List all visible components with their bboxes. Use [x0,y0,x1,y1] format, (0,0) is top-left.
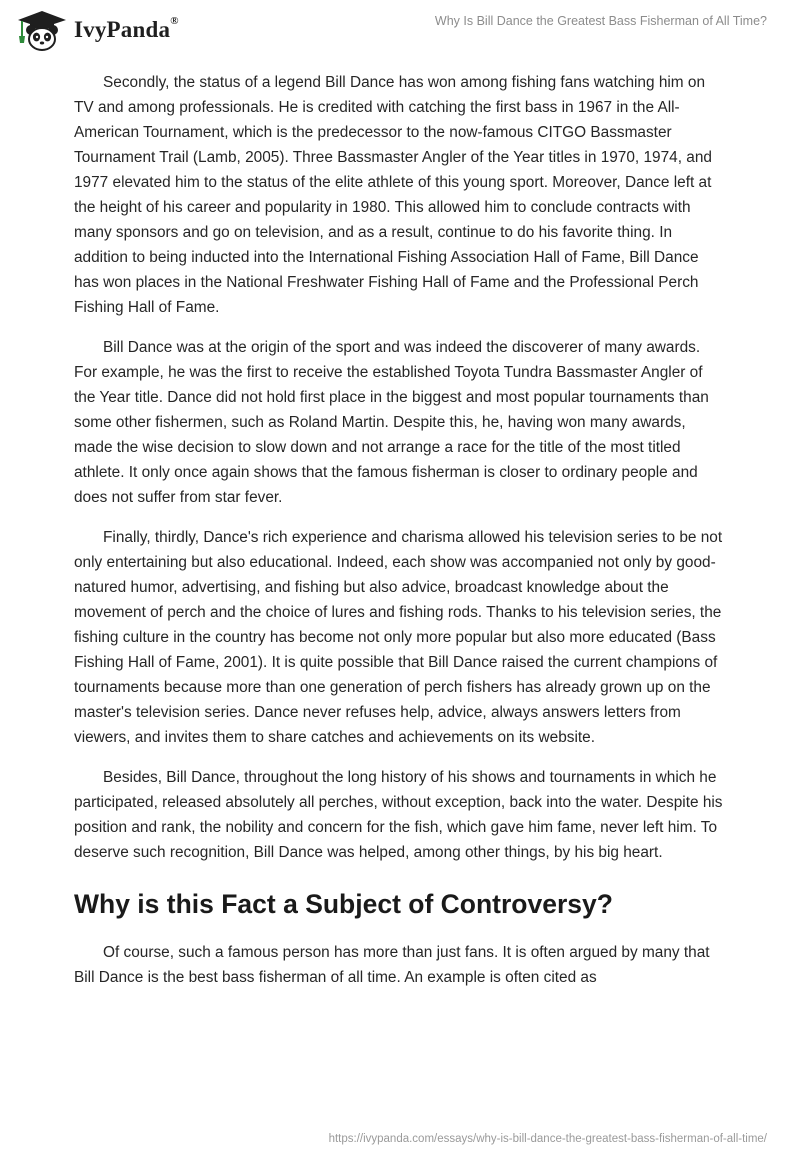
body-paragraph: Besides, Bill Dance, throughout the long history of his shows and tournaments in which he participated, released absolutely all perches, without exception, back into the water. Despite his position and rank, the nobility and concern for the fish, which gave him fame, never left him. To deserve such recognition, Bill Dance was helped, among other things, by his big heart. [74,769,723,861]
brand-name: IvyPanda® [74,15,179,42]
document-title: Why Is Bill Dance the Greatest Bass Fisherman of All Time? [434,14,767,28]
essay-body [74,70,726,1005]
panda-graduate-icon [12,8,68,52]
body-paragraph: Of course, such a famous person has more than just fans. It is often argued by many that Bill Dance is the best bass fisherman of all time. An example is often cited as [74,944,710,986]
page-header [0,0,800,60]
body-paragraph: Secondly, the status of a legend Bill Dance has won among fishing fans watching him on TV and among professionals. He is credited with catching the first bass in 1967 in the All-American Tournament, which is the predecessor to the now-famous CITGO Bassmaster Tournament Trail (Lamb, 2005). Three Bassmaster Angler of the Year titles in 1970, 1974, and 1977 elevated him to the status of the elite athlete of this young sport. Moreover, Dance left at the height of his career and popularity in 1980. This allowed him to conclude contracts with many sponsors and go on television, and as a result, continue to do his favorite thing. In addition to being inducted into the International Fishing Association Hall of Fame, Bill Dance has won places in the National Freshwater Fishing Hall of Fame and the Professional Perch Fishing Hall of Fame. [74,74,712,316]
source-url[interactable]: https://ivypanda.com/essays/why-is-bill-dance-the-greatest-bass-fisherman-of-all-time/ [328,1133,767,1145]
body-paragraph: Finally, thirdly, Dance's rich experience and charisma allowed his television series to be not only entertaining but also educational. Indeed, each show was accompanied not only by good-natured humor, advertising, and fishing but also advice, broadcast knowledge about the movement of perch and the choice of lures and fishing rods. Thanks to his television series, the fishing culture in the country has become not only more popular but also more educated (Bass Fishing Hall of Fame, 2001). It is quite possible that Bill Dance raised the current champions of tournaments because more than one generation of perch fishers has already grown up on the master's television series. Dance never refuses help, advice, always answers letters from viewers, and invites them to share catches and achievements on its website. [74,529,723,746]
body-paragraph: Bill Dance was at the origin of the sport and was indeed the discoverer of many awards. For example, he was the first to receive the established Toyota Tundra Bassmaster Angler of the Year title. Dance did not hold first place in the biggest and most popular tournaments than some other fishermen, such as Roland Martin. Despite this, he, having won many awards, made the wise decision to slow down and not arrange a race for the title of the most titled athlete. It only once again shows that the famous fisherman is closer to ordinary people and does not suffer from star fever. [74,339,709,506]
brand-logo[interactable] [12,8,179,52]
registered-mark: ® [170,15,179,28]
section-heading: Why is this Fact a Subject of Controversy? [74,889,613,919]
